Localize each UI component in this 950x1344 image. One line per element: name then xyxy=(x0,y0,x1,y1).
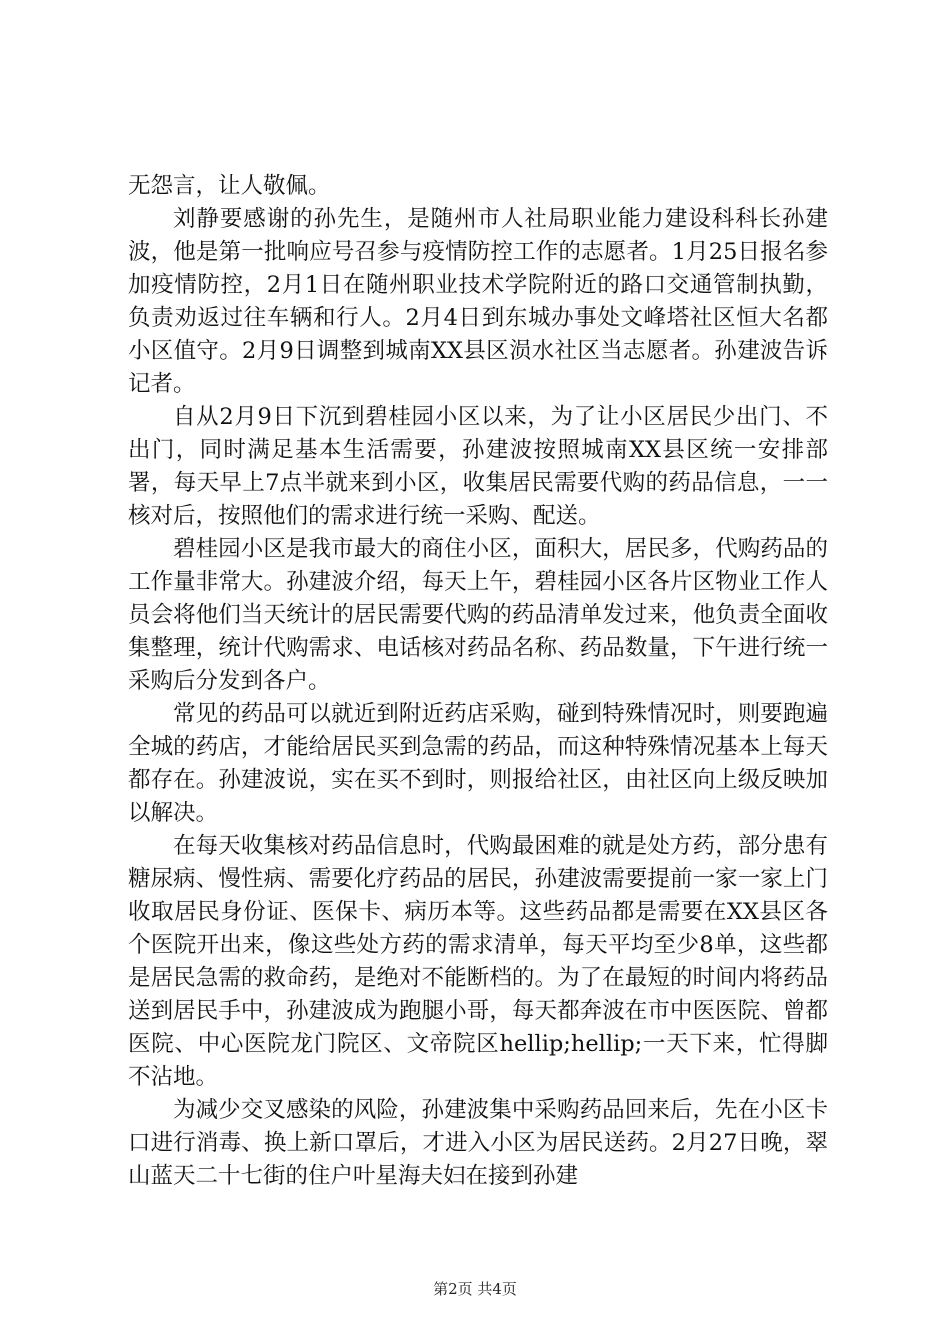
article-body xyxy=(128,170,828,1193)
page-number-footer: 第2页 共4页 xyxy=(433,1280,517,1298)
paragraph-continuation: 无怨言，让人敬佩。 xyxy=(128,173,331,199)
paragraph-sun-introduction: 刘静要感谢的孙先生，是随州市人社局职业能力建设科科长孙建波，他是第一批响应号召参与疫情防控工作的志愿者。1月25日报名参加疫情防控，2月1日在随州职业技术学院附近的路口交通管制执勤，负责劝返过往车辆和行人。2月4日到东城办事处文峰塔社区恒大名都小区值守。2月9日调整到城南XX县区涢水社区当志愿者。孙建波告诉记者。 xyxy=(128,206,828,397)
paragraph-biguiyuan-duty: 自从2月9日下沉到碧桂园小区以来，为了让小区居民少出门、不出门，同时满足基本生活需要，孙建波按照城南XX县区统一安排部署，每天早上7点半就来到小区，收集居民需要代购的药品信息，一一核对后，按照他们的需求进行统一采购、配送。 xyxy=(128,404,828,529)
paragraph-prescription-drugs: 在每天收集核对药品信息时，代购最困难的就是处方药，部分患有糖尿病、慢性病、需要化疗药品的居民，孙建波需要提前一家一家上门收取居民身份证、医保卡、病历本等。这些药品都是需要在XX县区各个医院开出来，像这些处方药的需求清单，每天平均至少8单，这些都是居民急需的救命药，是绝对不能断档的。为了在最短的时间内将药品送到居民手中，孙建波成为跑腿小哥，每天都奔波在市中医医院、曾都医院、中心医院龙门院区、文帝院区hellip;hellip;一天下来，忙得脚不沾地。 xyxy=(128,833,828,1090)
paragraph-special-cases: 常见的药品可以就近到附近药店采购，碰到特殊情况时，则要跑遍全城的药店，才能给居民买到急需的药品，而这种特殊情况基本上每天都存在。孙建波说，实在买不到时，则报给社区，由社区向上级反映加以解决。 xyxy=(128,701,828,826)
paragraph-disinfection: 为减少交叉感染的风险，孙建波集中采购药品回来后，先在小区卡口进行消毒、换上新口罩后，才进入小区为居民送药。2月27日晚，翠山蓝天二十七街的住户叶星海夫妇在接到孙建 xyxy=(128,1097,828,1189)
paragraph-workload: 碧桂园小区是我市最大的商住小区，面积大，居民多，代购药品的工作量非常大。孙建波介绍，每天上午，碧桂园小区各片区物业工作人员会将他们当天统计的居民需要代购的药品清单发过来，他负责全面收集整理，统计代购需求、电话核对药品名称、药品数量，下午进行统一采购后分发到各户。 xyxy=(128,536,828,694)
